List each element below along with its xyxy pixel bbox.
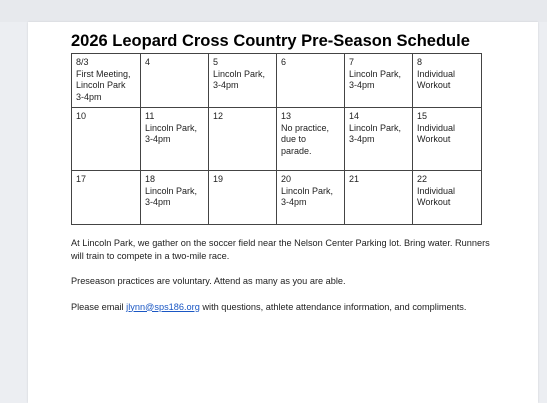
contact-text-before: Please email — [71, 301, 127, 312]
cell-date: 15 — [417, 111, 428, 121]
cell-detail-line: 3-4pm — [213, 80, 239, 90]
schedule-table — [71, 53, 482, 225]
cell-date: 18 — [145, 174, 156, 184]
cell-detail-line: 3-4pm — [349, 134, 375, 144]
cell-date: 4 — [145, 57, 151, 67]
cell-date: 19 — [213, 174, 224, 184]
email-link[interactable]: jlynn@sps186.org — [126, 301, 200, 312]
cell-detail-line: Lincoln Park, — [349, 68, 402, 79]
cell-date: 6 — [281, 57, 287, 67]
cell-date: 7 — [349, 57, 355, 67]
schedule-cell — [413, 54, 482, 108]
schedule-cell — [72, 54, 141, 108]
cell-detail-line: 3-4pm — [281, 197, 307, 207]
schedule-cell — [72, 108, 141, 171]
cell-detail-line: Lincoln Park, — [349, 122, 402, 133]
schedule-cell — [413, 171, 482, 225]
schedule-row — [72, 54, 482, 108]
cell-detail-line: 3-4pm — [145, 134, 171, 144]
cell-date: 22 — [417, 174, 428, 184]
cell-detail-line: Lincoln Park, — [213, 68, 266, 79]
cell-date: 20 — [281, 174, 292, 184]
cell-date: 17 — [76, 174, 87, 184]
cell-date: 8 — [417, 57, 423, 67]
schedule-cell — [277, 108, 345, 171]
park-instructions-paragraph: At Lincoln Park, we gather on the soccer field near the Nelson Center Parking lot. Bring water. Runners will train to compete in a two-mile race. — [71, 238, 490, 261]
cell-detail-line: 3-4pm — [349, 80, 375, 90]
schedule-cell — [413, 108, 482, 171]
cell-detail-line: Lincoln Park, — [281, 185, 334, 196]
cell-detail-line: 3-4pm — [76, 91, 102, 102]
cell-date: 12 — [213, 111, 224, 121]
viewer-top-bar — [0, 0, 547, 22]
schedule-cell — [209, 108, 277, 171]
schedule-cell — [141, 108, 209, 171]
voluntary-paragraph: Preseason practices are voluntary. Attend as many as you are able. — [71, 276, 346, 286]
contact-paragraph — [71, 301, 501, 314]
cell-detail-line: No practice, — [281, 122, 330, 133]
schedule-cell — [209, 54, 277, 108]
schedule-cell — [72, 171, 141, 225]
cell-date: 11 — [145, 111, 155, 121]
document-page — [28, 22, 538, 403]
cell-date: 21 — [349, 174, 360, 184]
cell-detail-line: 3-4pm — [145, 197, 171, 207]
cell-detail-line: Workout — [417, 80, 451, 90]
cell-detail-line: Workout — [417, 134, 451, 144]
cell-detail-line: Lincoln Park — [76, 80, 126, 90]
schedule-row — [72, 108, 482, 171]
cell-date: 13 — [281, 111, 292, 121]
cell-detail-line: Individual — [417, 68, 456, 79]
schedule-cell — [277, 171, 345, 225]
cell-detail-line: Individual — [417, 122, 456, 133]
cell-detail-line: Workout — [417, 197, 451, 207]
cell-detail-line: Lincoln Park, — [145, 185, 198, 196]
cell-detail-line: Individual — [417, 185, 456, 196]
cell-date: 5 — [213, 57, 219, 67]
cell-detail-line: parade. — [281, 145, 312, 156]
cell-detail-line: due to — [281, 134, 307, 144]
cell-detail-line: Lincoln Park, — [145, 122, 198, 133]
cell-date: 10 — [76, 111, 87, 121]
schedule-table-body — [72, 54, 482, 225]
schedule-cell — [277, 54, 345, 108]
schedule-cell — [141, 54, 209, 108]
cell-detail-line: First Meeting, — [76, 68, 131, 79]
document-body — [71, 237, 501, 326]
contact-text-after: with questions, athlete attendance information, and compliments. — [199, 301, 467, 312]
schedule-cell — [345, 54, 413, 108]
cell-date: 14 — [349, 111, 360, 121]
cell-date: 8/3 — [76, 57, 89, 67]
schedule-cell — [345, 108, 413, 171]
schedule-row — [72, 171, 482, 225]
schedule-cell — [141, 171, 209, 225]
schedule-cell — [345, 171, 413, 225]
schedule-cell — [209, 171, 277, 225]
document-title: 2026 Leopard Cross Country Pre-Season Schedule — [71, 32, 470, 50]
